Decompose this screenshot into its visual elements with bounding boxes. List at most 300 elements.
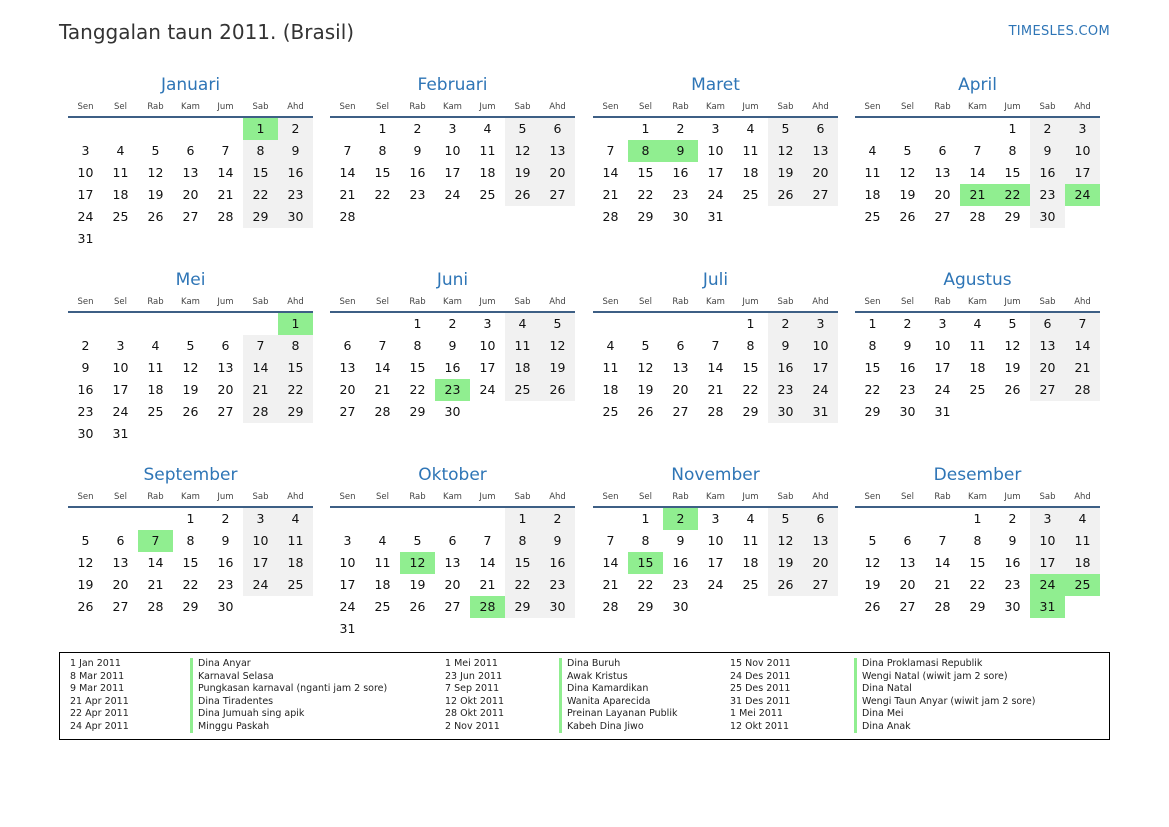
weekday-name: Kam <box>968 492 987 502</box>
day-cell: 10 <box>934 338 951 353</box>
empty-cell <box>68 118 103 140</box>
weekday-name: Sen <box>864 297 881 307</box>
day-grid <box>68 118 313 250</box>
day-cell: 28 <box>1065 379 1100 401</box>
day-cell: 10 <box>707 533 724 548</box>
day-cell: 13 <box>934 165 951 180</box>
day-cell: 21 <box>479 577 496 592</box>
legend-date: 23 Jun 2011 <box>445 670 503 682</box>
day-cell: 17 <box>707 165 724 180</box>
day-cell: 2 <box>903 316 912 331</box>
day-cell: 8 <box>378 143 387 158</box>
day-cell: 24 <box>1030 574 1065 596</box>
legend-date: 7 Sep 2011 <box>445 683 500 694</box>
day-cell: 16 <box>217 555 234 570</box>
day-cell: 14 <box>602 165 619 180</box>
weekday-name: Rab <box>934 297 951 307</box>
day-cell: 9 <box>221 533 230 548</box>
weekday-name: Ahd <box>287 297 304 307</box>
day-cell: 5 <box>903 143 912 158</box>
day-cell: 13 <box>1030 335 1065 357</box>
day-cell: 1 <box>378 121 387 136</box>
day-cell: 13 <box>803 140 838 162</box>
legend-holiday-name: Dina Anyar <box>198 658 251 669</box>
day-cell: 21 <box>602 187 619 202</box>
month-name: Januari <box>160 75 221 95</box>
weekday-name: Sen <box>339 102 356 112</box>
day-cell: 3 <box>81 143 90 158</box>
day-cell: 16 <box>672 165 689 180</box>
day-grid <box>330 508 575 640</box>
month-name: November <box>671 465 760 485</box>
legend-date: 1 Mei 2011 <box>445 658 498 669</box>
day-cell: 23 <box>217 577 234 592</box>
day-cell: 6 <box>676 338 685 353</box>
weekday-name: Jum <box>479 492 496 502</box>
day-cell: 26 <box>1004 382 1021 397</box>
day-cell: 19 <box>768 162 803 184</box>
day-cell: 29 <box>278 401 313 423</box>
day-cell: 21 <box>602 577 619 592</box>
day-cell: 9 <box>1030 140 1065 162</box>
day-cell: 8 <box>746 338 755 353</box>
weekday-name: Sab <box>777 492 794 502</box>
day-cell: 16 <box>77 382 94 397</box>
day-cell: 14 <box>243 357 278 379</box>
weekday-header <box>68 294 313 310</box>
weekday-name: Sel <box>901 102 914 112</box>
day-cell: 24 <box>803 379 838 401</box>
day-cell: 1 <box>641 121 650 136</box>
month-desember <box>855 464 1100 618</box>
day-cell: 20 <box>899 577 916 592</box>
day-grid <box>330 118 575 228</box>
day-cell: 9 <box>903 338 912 353</box>
day-cell: 14 <box>339 165 356 180</box>
weekday-name: Sab <box>252 102 269 112</box>
day-cell: 27 <box>540 184 575 206</box>
day-cell: 10 <box>1030 530 1065 552</box>
day-cell: 4 <box>278 508 313 530</box>
day-cell: 30 <box>1030 206 1065 228</box>
day-cell: 31 <box>112 426 129 441</box>
empty-cell <box>470 508 505 530</box>
empty-cell <box>890 508 925 530</box>
day-cell: 22 <box>742 382 759 397</box>
weekday-header <box>855 294 1100 310</box>
day-cell: 7 <box>343 143 352 158</box>
day-cell: 10 <box>479 338 496 353</box>
weekday-name: Sel <box>114 297 127 307</box>
month-name: Juni <box>436 270 469 290</box>
day-cell: 14 <box>479 555 496 570</box>
day-cell: 26 <box>147 209 164 224</box>
day-cell: 21 <box>339 187 356 202</box>
day-cell: 7 <box>483 533 492 548</box>
day-cell: 30 <box>217 599 234 614</box>
day-cell: 13 <box>899 555 916 570</box>
day-cell: 8 <box>505 530 540 552</box>
day-cell: 8 <box>868 338 877 353</box>
day-cell: 20 <box>803 552 838 574</box>
legend-date: 25 Des 2011 <box>730 683 791 694</box>
day-cell: 15 <box>182 555 199 570</box>
day-cell: 19 <box>864 577 881 592</box>
day-cell: 25 <box>864 209 881 224</box>
day-cell: 28 <box>217 209 234 224</box>
day-cell: 7 <box>973 143 982 158</box>
day-cell: 10 <box>1065 140 1100 162</box>
day-cell: 11 <box>374 555 391 570</box>
legend-holiday-name: Dina Anak <box>862 720 911 732</box>
day-cell: 5 <box>768 118 803 140</box>
day-cell: 3 <box>448 121 457 136</box>
day-cell: 22 <box>278 379 313 401</box>
empty-cell <box>365 508 400 530</box>
day-cell: 30 <box>1004 599 1021 614</box>
day-cell: 25 <box>479 187 496 202</box>
day-cell: 20 <box>112 577 129 592</box>
day-cell: 13 <box>339 360 356 375</box>
day-cell: 19 <box>768 552 803 574</box>
day-cell: 13 <box>540 140 575 162</box>
day-cell: 3 <box>343 533 352 548</box>
weekday-name: Rab <box>672 297 689 307</box>
day-cell: 3 <box>116 338 125 353</box>
month-april <box>855 74 1100 228</box>
day-grid <box>68 508 313 618</box>
day-cell: 4 <box>483 121 492 136</box>
weekday-name: Rab <box>409 492 426 502</box>
day-cell: 14 <box>707 360 724 375</box>
day-cell: 1 <box>278 313 313 335</box>
legend-color-bar <box>559 658 562 733</box>
legend-color-bar <box>854 658 857 733</box>
weekday-name: Sen <box>864 492 881 502</box>
month-november <box>593 464 838 618</box>
day-cell: 12 <box>899 165 916 180</box>
legend-holiday-name: Dina Mei <box>862 708 904 719</box>
day-cell: 19 <box>1004 360 1021 375</box>
weekday-name: Kam <box>181 492 200 502</box>
day-cell: 18 <box>742 165 759 180</box>
day-cell: 27 <box>112 599 129 614</box>
day-cell: 3 <box>803 313 838 335</box>
day-cell: 7 <box>1065 313 1100 335</box>
day-cell: 25 <box>374 599 391 614</box>
day-cell: 27 <box>803 184 838 206</box>
month-juli <box>593 269 838 423</box>
day-cell: 5 <box>505 118 540 140</box>
day-cell: 9 <box>448 338 457 353</box>
day-cell: 2 <box>1030 118 1065 140</box>
weekday-name: Rab <box>672 102 689 112</box>
day-cell: 27 <box>803 574 838 596</box>
day-cell: 27 <box>217 404 234 419</box>
day-cell: 28 <box>243 401 278 423</box>
day-cell: 25 <box>602 404 619 419</box>
day-cell: 15 <box>505 552 540 574</box>
day-cell: 28 <box>147 599 164 614</box>
day-cell: 12 <box>182 360 199 375</box>
empty-cell <box>435 508 470 530</box>
day-cell: 2 <box>663 508 698 530</box>
weekday-name: Sab <box>1039 297 1056 307</box>
day-cell: 16 <box>540 552 575 574</box>
day-cell: 25 <box>505 379 540 401</box>
weekday-name: Sel <box>639 297 652 307</box>
legend-name-column <box>567 658 677 733</box>
empty-cell <box>138 508 173 530</box>
day-cell: 10 <box>803 335 838 357</box>
empty-cell <box>890 118 925 140</box>
month-name: Agustus <box>943 270 1012 290</box>
empty-cell <box>855 118 890 140</box>
day-cell: 18 <box>278 552 313 574</box>
day-cell: 27 <box>182 209 199 224</box>
day-cell: 13 <box>112 555 129 570</box>
month-maret <box>593 74 838 228</box>
day-cell: 26 <box>864 599 881 614</box>
day-cell: 31 <box>707 209 724 224</box>
day-cell: 17 <box>77 187 94 202</box>
day-cell: 31 <box>934 404 951 419</box>
weekday-name: Sab <box>514 492 531 502</box>
day-cell: 12 <box>540 335 575 357</box>
weekday-name: Sen <box>864 102 881 112</box>
day-cell: 8 <box>628 140 663 162</box>
empty-cell <box>663 313 698 335</box>
day-cell: 18 <box>969 360 986 375</box>
day-cell: 5 <box>540 313 575 335</box>
day-cell: 15 <box>864 360 881 375</box>
month-name: Maret <box>691 75 740 95</box>
holiday-legend <box>59 652 1110 740</box>
weekday-name: Sen <box>339 297 356 307</box>
weekday-name: Sen <box>602 297 619 307</box>
day-cell: 26 <box>637 404 654 419</box>
empty-cell <box>960 118 995 140</box>
day-cell: 29 <box>1004 209 1021 224</box>
day-cell: 2 <box>676 121 685 136</box>
day-cell: 4 <box>116 143 125 158</box>
day-cell: 21 <box>217 187 234 202</box>
day-cell: 8 <box>973 533 982 548</box>
day-cell: 19 <box>182 382 199 397</box>
weekday-header <box>330 99 575 115</box>
day-cell: 11 <box>602 360 619 375</box>
day-cell: 5 <box>1008 316 1017 331</box>
day-cell: 12 <box>768 140 803 162</box>
day-cell: 9 <box>81 360 90 375</box>
day-cell: 17 <box>1065 162 1100 184</box>
day-cell: 27 <box>672 404 689 419</box>
empty-cell <box>173 118 208 140</box>
day-cell: 29 <box>243 206 278 228</box>
day-cell: 30 <box>768 401 803 423</box>
day-cell: 10 <box>339 555 356 570</box>
day-cell: 23 <box>435 379 470 401</box>
day-cell: 13 <box>217 360 234 375</box>
day-cell: 15 <box>637 165 654 180</box>
day-cell: 21 <box>934 577 951 592</box>
day-cell: 1 <box>746 316 755 331</box>
day-cell: 25 <box>969 382 986 397</box>
day-cell: 20 <box>339 382 356 397</box>
legend-holiday-name: Minggu Paskah <box>198 720 270 732</box>
day-cell: 19 <box>540 357 575 379</box>
legend-date: 24 Apr 2011 <box>70 720 129 732</box>
day-cell: 6 <box>938 143 947 158</box>
day-cell: 12 <box>637 360 654 375</box>
day-cell: 26 <box>768 574 803 596</box>
day-cell: 12 <box>505 140 540 162</box>
day-cell: 18 <box>864 187 881 202</box>
day-cell: 17 <box>112 382 129 397</box>
weekday-name: Sen <box>77 102 94 112</box>
weekday-name: Kam <box>968 297 987 307</box>
day-cell: 5 <box>186 338 195 353</box>
day-cell: 3 <box>938 316 947 331</box>
site-link[interactable]: TIMESLES.COM <box>1008 24 1110 39</box>
weekday-name: Ahd <box>287 492 304 502</box>
day-cell: 11 <box>742 143 759 158</box>
month-name: Februari <box>417 75 488 95</box>
day-cell: 4 <box>746 121 755 136</box>
day-cell: 23 <box>278 184 313 206</box>
day-cell: 15 <box>742 360 759 375</box>
day-cell: 30 <box>77 426 94 441</box>
weekday-name: Sel <box>901 297 914 307</box>
day-grid <box>593 508 838 618</box>
empty-cell <box>208 313 243 335</box>
day-cell: 23 <box>1030 184 1065 206</box>
day-cell: 8 <box>278 335 313 357</box>
empty-cell <box>68 508 103 530</box>
day-cell: 28 <box>374 404 391 419</box>
day-cell: 4 <box>973 316 982 331</box>
weekday-name: Sel <box>639 102 652 112</box>
day-grid <box>68 313 313 445</box>
empty-cell <box>628 313 663 335</box>
day-cell: 18 <box>112 187 129 202</box>
legend-date: 21 Apr 2011 <box>70 695 129 707</box>
day-cell: 29 <box>182 599 199 614</box>
legend-date: 15 Nov 2011 <box>730 658 791 669</box>
weekday-name: Ahd <box>1074 492 1091 502</box>
weekday-name: Jum <box>1004 297 1021 307</box>
day-cell: 24 <box>339 599 356 614</box>
day-cell: 17 <box>339 577 356 592</box>
day-cell: 26 <box>409 599 426 614</box>
day-cell: 9 <box>768 335 803 357</box>
legend-date: 9 Mar 2011 <box>70 683 125 694</box>
day-cell: 3 <box>483 316 492 331</box>
day-cell: 15 <box>409 360 426 375</box>
legend-date: 28 Okt 2011 <box>445 708 505 719</box>
day-cell: 10 <box>243 530 278 552</box>
legend-holiday-name: Preinan Layanan Publik <box>567 708 678 719</box>
day-cell: 9 <box>676 533 685 548</box>
weekday-name: Kam <box>443 297 462 307</box>
weekday-name: Sen <box>77 297 94 307</box>
legend-date-column <box>445 658 504 733</box>
day-cell: 10 <box>444 143 461 158</box>
day-cell: 20 <box>182 187 199 202</box>
weekday-name: Kam <box>181 297 200 307</box>
day-cell: 17 <box>934 360 951 375</box>
day-cell: 11 <box>969 338 986 353</box>
day-cell: 7 <box>606 143 615 158</box>
day-cell: 11 <box>864 165 881 180</box>
month-name: Oktober <box>418 465 487 485</box>
weekday-name: Sab <box>1039 102 1056 112</box>
day-cell: 14 <box>969 165 986 180</box>
weekday-name: Jum <box>217 102 234 112</box>
month-agustus <box>855 269 1100 423</box>
day-cell: 24 <box>707 187 724 202</box>
month-name: September <box>143 465 238 485</box>
day-cell: 2 <box>768 313 803 335</box>
weekday-name: Sab <box>514 297 531 307</box>
day-cell: 25 <box>147 404 164 419</box>
legend-date-column <box>70 658 129 733</box>
day-cell: 10 <box>112 360 129 375</box>
day-cell: 17 <box>243 552 278 574</box>
day-cell: 8 <box>243 140 278 162</box>
day-cell: 6 <box>343 338 352 353</box>
weekday-name: Rab <box>147 102 164 112</box>
day-cell: 30 <box>278 206 313 228</box>
day-cell: 9 <box>540 530 575 552</box>
day-cell: 30 <box>444 404 461 419</box>
legend-date: 24 Des 2011 <box>730 670 791 682</box>
weekday-header <box>855 489 1100 505</box>
legend-date: 2 Nov 2011 <box>445 720 500 732</box>
day-cell: 7 <box>138 530 173 552</box>
month-name: Desember <box>933 465 1022 485</box>
day-cell: 6 <box>448 533 457 548</box>
day-cell: 22 <box>637 187 654 202</box>
day-cell: 15 <box>969 555 986 570</box>
weekday-name: Sel <box>639 492 652 502</box>
empty-cell <box>365 313 400 335</box>
weekday-header <box>330 294 575 310</box>
day-cell: 22 <box>505 574 540 596</box>
day-cell: 1 <box>973 511 982 526</box>
weekday-name: Kam <box>443 492 462 502</box>
day-cell: 7 <box>221 143 230 158</box>
day-cell: 7 <box>378 338 387 353</box>
empty-cell <box>855 508 890 530</box>
empty-cell <box>330 118 365 140</box>
day-cell: 31 <box>803 401 838 423</box>
day-cell: 2 <box>413 121 422 136</box>
day-cell: 23 <box>1004 577 1021 592</box>
day-grid <box>855 313 1100 423</box>
day-cell: 16 <box>1004 555 1021 570</box>
day-cell: 15 <box>1004 165 1021 180</box>
legend-date: 12 Okt 2011 <box>445 695 505 707</box>
legend-date: 1 Jan 2011 <box>70 658 121 669</box>
day-cell: 5 <box>768 508 803 530</box>
day-cell: 27 <box>339 404 356 419</box>
day-grid <box>593 313 838 423</box>
day-cell: 9 <box>1008 533 1017 548</box>
weekday-header <box>68 99 313 115</box>
empty-cell <box>173 313 208 335</box>
day-cell: 27 <box>899 599 916 614</box>
